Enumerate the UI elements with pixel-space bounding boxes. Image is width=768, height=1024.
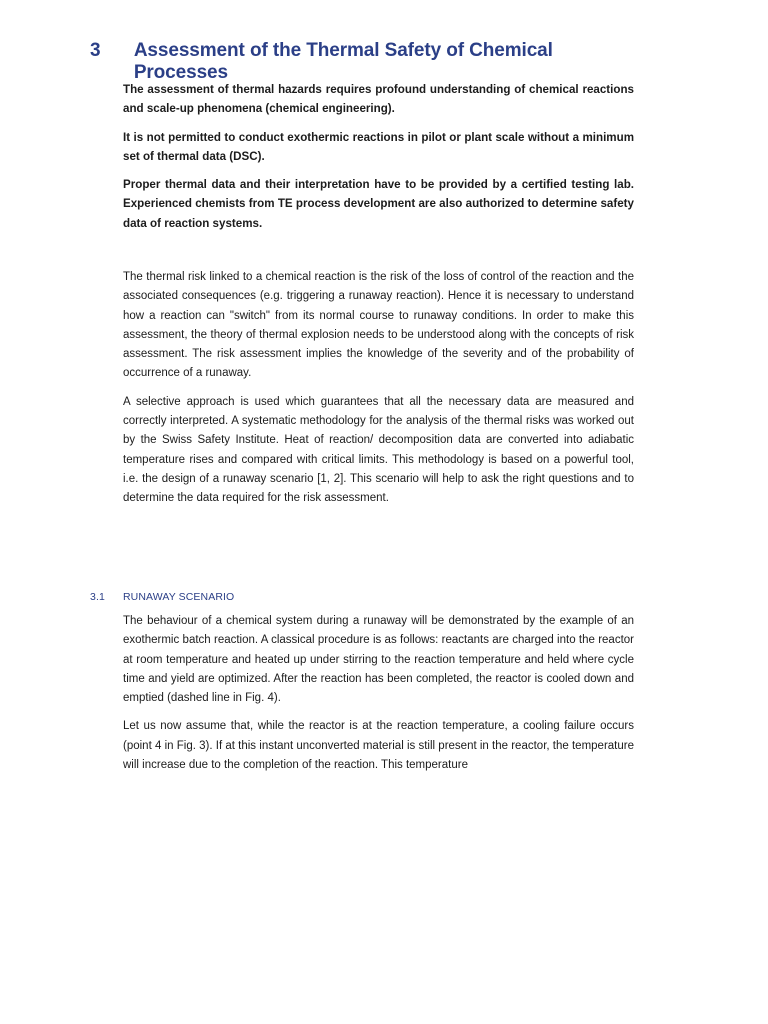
body-paragraph: The thermal risk linked to a chemical reaction is the risk of the loss of control of the reaction and the associated consequences (e.g. triggering a runaway reaction). Hence it is necessary to understand how a reaction can "switch" from its normal course to runaway conditions. In order to make this assessment, the theory of thermal explosion needs to be understood along with the concepts of risk assessment. The risk assessment implies the knowledge of the severity and of the probability of occurrence of a runaway.: [123, 271, 634, 380]
section-heading: [90, 591, 650, 603]
key-statement: Proper thermal data and their interpretation have to be provided by a certified testing lab. Experienced chemists from TE process development are also authorized to determine safety data of reaction systems.: [123, 178, 634, 230]
section-body: [123, 612, 634, 784]
section-title: RUNAWAY SCENARIO: [123, 591, 235, 603]
body-paragraph: Let us now assume that, while the reactor is at the reaction temperature, a cooling failure occurs (point 4 in Fig. 3). If at this instant unconverted material is still present in the reactor, the temperature will increase due to the completion of the reaction. This temperature: [123, 720, 634, 772]
body-paragraph: The behaviour of a chemical system during a runaway will be demonstrated by the example of an exothermic batch reaction. A classical procedure is as follows: reactants are charged into the reactor at room temperature and heated up under stirring to the reaction temperature and held where cycle time and yield are optimized. After the reaction has been completed, the reactor is cooled down and emptied (dashed line in Fig. 4).: [123, 615, 634, 705]
body-paragraph: A selective approach is used which guarantees that all the necessary data are measured and correctly interpreted. A systematic methodology for the analysis of the thermal risks was worked out by the Swiss Safety Institute. Heat of reaction/ decomposition data are converted into adiabatic temperature rises and compared with critical limits. This methodology is based on a powerful tool, i.e. the design of a runaway scenario [1, 2]. This scenario will help to ask the right questions and to determine the data required for the risk assessment.: [123, 395, 634, 505]
key-statements: [123, 80, 634, 242]
chapter-number: 3: [90, 40, 101, 61]
chapter-title: Assessment of the Thermal Safety of Chemical Processes: [133, 40, 553, 83]
key-statement: The assessment of thermal hazards requires profound understanding of chemical reactions and scale-up phenomena (chemical engineering).: [123, 83, 634, 116]
section-number: 3.1: [90, 591, 105, 603]
chapter-heading: [90, 40, 650, 84]
key-statement: It is not permitted to conduct exothermic reactions in pilot or plant scale without a minimum set of thermal data (DSC).: [123, 130, 634, 163]
intro-body: [123, 268, 634, 518]
